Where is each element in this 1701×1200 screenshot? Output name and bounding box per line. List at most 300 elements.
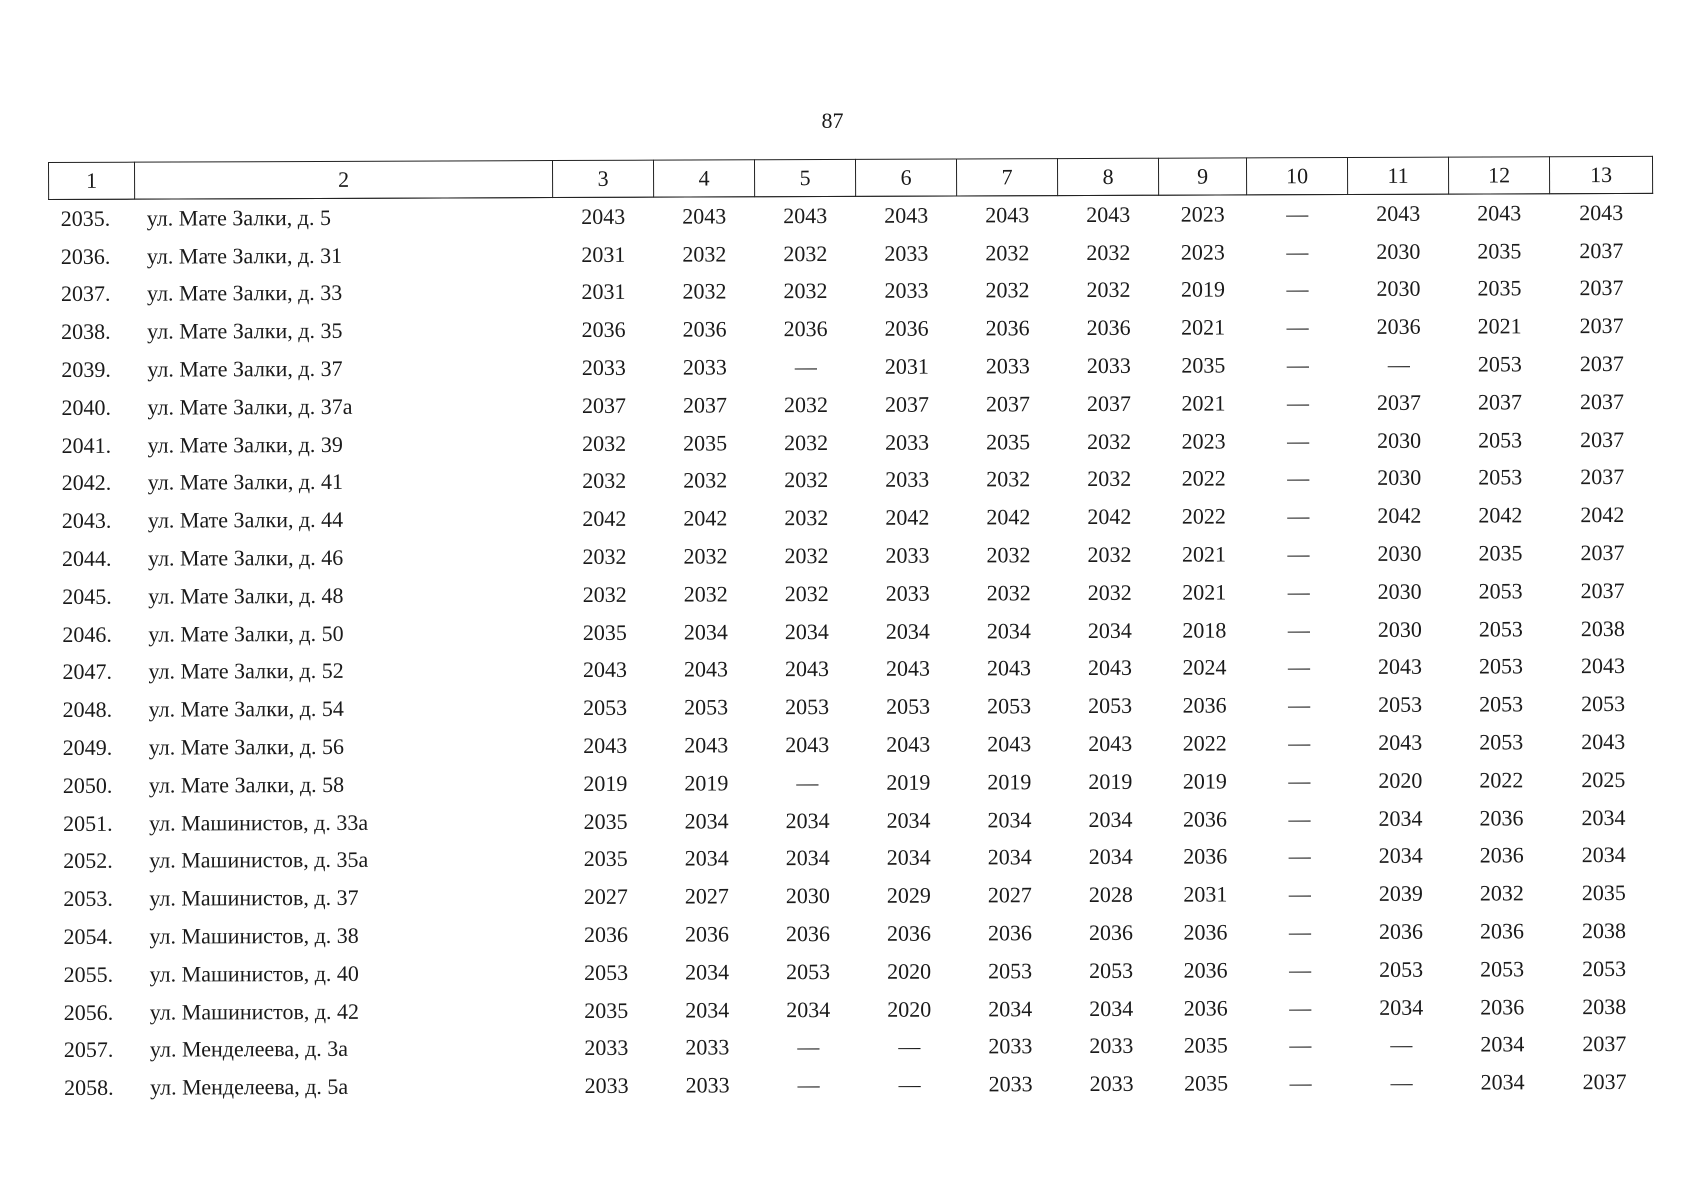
year-cell-col-10: — [1286,201,1309,227]
year-cell-col-8: 2036 [1088,919,1134,946]
year-cell-col-6: 2034 [885,618,930,644]
year-cell-col-9: 2018 [1182,617,1227,643]
row-number: 2053. [63,885,113,912]
year-cell-col-11: 2030 [1377,540,1422,566]
year-cell-col-6: 2020 [887,958,932,984]
year-cell-col-7: 2036 [987,920,1033,946]
row-number: 2043. [61,508,112,534]
year-cell-col-8: 2032 [1086,277,1131,303]
year-cell-col-3: 2035 [582,619,627,645]
table-row [49,193,1653,237]
row-number: 2054. [63,923,114,949]
year-cell-col-6: — [898,1034,921,1060]
year-cell-col-7: 2032 [985,277,1030,303]
year-cell-col-12: 2053 [1477,351,1522,377]
year-cell-col-9: 2036 [1182,806,1228,832]
year-cell-col-6: 2043 [884,202,929,228]
year-cell-col-6: 2033 [885,580,930,606]
year-cell-col-11: 2036 [1376,314,1421,340]
row-number: 2040. [61,394,111,420]
year-cell-col-6: 2029 [886,882,931,909]
year-cell-col-11: — [1390,1069,1413,1096]
address-cell: ул. Мате Залки, д. 41 [147,469,344,496]
year-cell-col-7: 2036 [985,315,1030,341]
year-cell-col-3: 2033 [581,354,626,381]
year-cell-col-5: 2034 [785,807,830,833]
year-cell-col-7: 2034 [987,844,1032,870]
year-cell-col-11: 2043 [1377,654,1422,680]
table-row [49,232,1653,276]
year-cell-col-12: 2035 [1478,540,1523,566]
year-cell-col-5: 2036 [783,316,828,342]
year-cell-col-4: 2036 [682,316,727,342]
year-cell-col-13: 2037 [1579,351,1624,377]
year-cell-col-9: 2021 [1182,579,1227,605]
address-cell: ул. Мате Залки, д. 46 [147,544,344,571]
year-cell-col-4: 2053 [684,694,729,720]
address-cell: ул. Машинистов, д. 40 [149,960,359,987]
table-row [52,988,1656,1032]
year-cell-col-4: 2034 [685,997,730,1023]
year-cell-col-4: 2043 [682,203,727,229]
table-row [51,723,1655,767]
year-cell-col-12: 2035 [1477,238,1522,264]
year-cell-col-11: 2030 [1377,616,1422,642]
year-cell-col-13: 2037 [1582,1031,1627,1057]
row-number: 2058. [64,1074,114,1101]
address-cell: ул. Мате Залки, д. 48 [148,582,344,609]
column-header-9: 9 [1158,158,1246,195]
year-cell-col-4: 2034 [684,808,729,834]
year-cell-col-9: 2031 [1183,881,1228,907]
year-cell-col-6: 2043 [886,731,931,757]
year-cell-col-12: 2034 [1480,1069,1525,1095]
row-number: 2036. [60,243,111,269]
year-cell-col-3: 2033 [584,1035,629,1061]
table-row [50,572,1654,616]
year-cell-col-4: 2033 [682,354,727,380]
year-cell-col-9: 2036 [1183,919,1228,945]
year-cell-col-3: 2036 [581,317,626,343]
address-cell: ул. Машинистов, д. 38 [149,922,359,949]
year-cell-col-5: 2032 [784,543,829,569]
year-cell-col-11: 2039 [1378,880,1423,907]
year-cell-col-11: 2020 [1378,767,1423,793]
year-cell-col-6: 2033 [884,278,929,304]
year-cell-col-12: 2053 [1478,615,1523,642]
year-cell-col-12: 2053 [1478,578,1523,604]
year-cell-col-13: 2053 [1582,955,1627,981]
year-cell-col-11: 2042 [1377,502,1422,529]
year-cell-col-11: — [1390,1032,1413,1058]
year-cell-col-10: — [1286,276,1309,302]
column-header-2: 2 [135,161,553,200]
year-cell-col-12: 2053 [1479,691,1524,717]
year-cell-col-12: 2022 [1479,767,1524,793]
year-cell-col-7: 2033 [988,1033,1033,1059]
year-cell-col-13: 2053 [1581,691,1626,717]
table-row [50,458,1654,502]
year-cell-col-4: 2033 [685,1034,730,1060]
year-cell-col-3: 2035 [583,846,628,872]
year-cell-col-10: — [1288,730,1311,756]
year-cell-col-13: 2034 [1581,804,1626,830]
year-cell-col-13: 2037 [1579,237,1624,263]
year-cell-col-7: 2053 [988,958,1033,984]
year-cell-col-11: 2053 [1379,956,1424,982]
year-cell-col-8: 2019 [1088,768,1133,794]
address-cell: ул. Машинистов, д. 33а [148,809,369,836]
year-cell-col-13: 2037 [1580,464,1625,490]
year-cell-col-4: 2034 [683,619,728,645]
page-number: 87 [821,108,844,133]
year-cell-col-11: 2053 [1378,691,1423,718]
row-number: 2055. [63,961,114,987]
row-number: 2045. [62,583,112,609]
year-cell-col-10: — [1286,390,1309,416]
address-cell: ул. Мате Залки, д. 44 [147,507,344,533]
year-cell-col-11: 2034 [1379,994,1424,1020]
year-cell-col-8: 2037 [1086,390,1131,416]
address-cell: ул. Мате Залки, д. 52 [148,658,344,685]
year-cell-col-3: 2042 [582,506,627,532]
year-cell-col-8: 2034 [1087,617,1132,643]
address-cell: ул. Машинистов, д. 42 [149,998,360,1025]
table-body [49,193,1656,1107]
year-cell-col-4: 2037 [682,392,727,418]
year-cell-col-9: 2021 [1181,541,1227,567]
year-cell-col-10: — [1289,1032,1312,1058]
year-cell-col-6: 2043 [885,656,930,682]
table-row [49,269,1653,313]
year-cell-col-12: 2036 [1480,993,1525,1020]
year-cell-col-10: — [1288,768,1311,794]
year-cell-col-7: 2033 [988,1071,1033,1097]
year-cell-col-5: 2034 [786,996,831,1022]
year-cell-col-10: — [1287,654,1310,680]
address-cell: ул. Менделеева, д. 3а [149,1036,349,1063]
year-cell-col-13: 2038 [1582,993,1627,1019]
address-cell: ул. Мате Залки, д. 33 [146,280,343,307]
year-cell-col-7: 2033 [985,353,1030,379]
column-header-11: 11 [1347,157,1448,194]
year-cell-col-6: 2033 [885,467,930,493]
year-cell-col-4: 2034 [684,845,729,871]
year-cell-col-6: 2033 [884,240,929,266]
year-cell-col-9: 2035 [1181,352,1226,378]
year-cell-col-7: 2037 [985,391,1030,417]
year-cell-col-12: 2037 [1477,389,1522,415]
year-cell-col-8: 2032 [1087,541,1132,568]
row-number: 2046. [62,621,112,647]
year-cell-col-7: 2053 [987,693,1032,719]
year-cell-col-3: 2043 [581,203,626,229]
year-cell-col-10: — [1287,427,1310,453]
year-cell-col-10: — [1286,238,1309,264]
year-cell-col-3: 2036 [583,921,629,947]
year-cell-col-12: 2043 [1477,200,1522,226]
column-header-12: 12 [1448,157,1549,194]
table-row [51,799,1655,843]
year-cell-col-5: 2043 [785,732,830,758]
year-cell-col-7: 2032 [985,239,1030,266]
year-cell-col-4: 2027 [684,883,729,909]
year-cell-col-9: 2035 [1183,1070,1229,1096]
year-cell-col-13: 2043 [1579,199,1624,226]
year-cell-col-10: — [1288,692,1311,718]
year-cell-col-6: 2031 [884,353,929,379]
table-row [49,307,1653,351]
row-number: 2042. [61,470,112,496]
year-cell-col-13: 2038 [1580,615,1625,641]
year-cell-col-13: 2035 [1581,880,1626,906]
year-cell-col-4: 2032 [683,543,728,569]
year-cell-col-3: 2032 [582,581,627,607]
year-cell-col-13: 2038 [1581,917,1627,944]
row-number: 2051. [62,810,113,836]
year-cell-col-10: — [1289,994,1312,1020]
year-cell-col-4: 2043 [684,732,729,758]
year-cell-col-12: 2053 [1478,427,1523,453]
year-cell-col-9: 2036 [1183,957,1228,983]
year-cell-col-8: 2033 [1089,1071,1134,1097]
year-cell-col-6: 2034 [886,807,931,833]
year-cell-col-9: 2019 [1180,276,1226,303]
year-cell-col-10: — [1288,919,1312,945]
year-cell-col-3: 2032 [582,468,627,494]
year-cell-col-8: 2034 [1088,844,1133,870]
year-cell-col-12: 2036 [1479,842,1524,868]
year-cell-col-12: 2034 [1480,1031,1525,1057]
table-row [52,1025,1656,1069]
year-cell-col-12: 2035 [1477,275,1522,301]
year-cell-col-5: 2032 [783,240,828,266]
year-cell-col-7: 2034 [987,806,1032,833]
year-cell-col-7: 2043 [987,731,1032,757]
column-header-4: 4 [653,160,754,197]
year-cell-col-5: 2053 [785,694,830,720]
year-cell-col-7: 2027 [987,882,1032,908]
year-cell-col-7: 2035 [986,428,1031,455]
year-cell-col-13: 2037 [1579,313,1624,339]
year-cell-col-3: 2043 [583,732,628,758]
year-cell-col-8: 2043 [1087,655,1132,681]
row-number: 2057. [63,1037,114,1063]
column-header-13: 13 [1549,156,1652,193]
year-cell-col-5: 2032 [784,580,829,607]
year-cell-col-11: 2030 [1377,465,1422,491]
year-cell-col-9: 2022 [1181,465,1226,492]
year-cell-col-7: 2032 [986,466,1031,492]
year-cell-col-4: 2042 [683,505,728,531]
year-cell-col-5: 2032 [784,429,829,455]
year-cell-col-7: 2032 [986,580,1031,606]
year-cell-col-5: 2032 [783,391,828,418]
row-number: 2049. [62,734,113,760]
year-cell-col-3: 2037 [581,392,626,418]
year-cell-col-10: — [1286,314,1309,340]
year-cell-col-12: 2021 [1477,313,1522,339]
year-cell-col-5: — [797,1072,820,1098]
table-row [49,383,1653,427]
year-cell-col-7: 2042 [986,504,1031,530]
year-cell-col-9: 2022 [1181,503,1226,529]
year-cell-col-3: 2031 [581,241,626,267]
year-cell-col-13: 2037 [1580,426,1625,452]
year-cell-col-5: — [794,354,817,380]
row-number: 2052. [63,848,113,874]
year-cell-col-12: 2036 [1479,804,1524,831]
year-cell-col-13: 2037 [1579,388,1624,414]
year-cell-col-13: 2037 [1580,540,1625,566]
address-cell: ул. Машинистов, д. 37 [149,885,359,911]
year-cell-col-5: 2034 [785,845,830,871]
year-cell-col-6: 2033 [885,429,930,455]
column-header-3: 3 [552,160,653,197]
row-number: 2041. [61,432,112,458]
year-cell-col-13: 2025 [1581,766,1626,792]
table-row [50,496,1654,540]
table-row [50,534,1654,578]
table-row [50,421,1654,465]
address-cell: ул. Мате Залки, д. 50 [148,620,344,647]
year-cell-col-4: 2043 [683,656,729,683]
year-cell-col-4: 2032 [682,241,727,267]
year-cell-col-10: — [1287,465,1310,491]
year-cell-col-8: 2032 [1087,579,1132,605]
table-header [49,156,1653,199]
table-row [50,647,1654,691]
year-cell-col-7: 2034 [986,617,1031,644]
year-cell-col-13: 2037 [1580,577,1625,603]
year-cell-col-5: 2043 [784,656,830,682]
row-number: 2039. [61,356,111,383]
year-cell-col-3: 2019 [583,770,628,796]
year-cell-col-11: 2037 [1376,389,1421,415]
data-table-container [48,156,1656,1107]
address-cell: ул. Мате Залки, д. 5 [146,204,332,231]
column-header-7: 7 [956,159,1057,196]
row-number: 2047. [62,659,113,685]
year-cell-col-11: 2036 [1378,918,1424,944]
table-row [51,912,1655,956]
year-cell-col-7: 2043 [985,202,1030,228]
year-cell-col-10: — [1287,616,1310,642]
year-cell-col-3: 2032 [582,430,627,456]
year-cell-col-11: 2030 [1377,427,1422,453]
row-number: 2048. [62,697,113,723]
year-cell-col-11: 2030 [1377,578,1422,604]
year-cell-col-9: 2035 [1183,1032,1228,1059]
address-cell: ул. Мате Залки, д. 56 [148,733,345,760]
year-cell-col-13: 2037 [1579,275,1624,301]
year-cell-col-11: 2034 [1378,843,1423,869]
year-cell-col-12: 2053 [1479,729,1524,755]
year-cell-col-10: — [1286,352,1309,378]
year-cell-col-10: — [1289,1070,1312,1096]
year-cell-col-9: 2021 [1181,390,1226,416]
year-cell-col-6: 2036 [886,920,932,946]
address-cell: ул. Мате Залки, д. 37а [147,393,353,420]
column-header-8: 8 [1057,158,1158,195]
year-cell-col-13: 2037 [1582,1069,1627,1095]
year-cell-col-6: 2033 [885,542,930,568]
year-cell-col-5: 2036 [785,921,831,947]
year-cell-col-8: 2034 [1089,995,1134,1021]
column-header-10: 10 [1246,158,1347,195]
year-cell-col-12: 2042 [1478,502,1523,528]
year-cell-col-11: 2030 [1376,238,1421,264]
year-cell-col-10: — [1287,541,1310,567]
year-cell-col-4: 2032 [683,467,728,494]
table-row [52,950,1656,994]
year-cell-col-12: 2053 [1480,956,1525,982]
year-cell-col-3: 2033 [584,1072,629,1099]
year-cell-col-9: 2023 [1181,428,1226,454]
year-cell-col-12: 2036 [1479,918,1525,944]
year-cell-col-12: 2053 [1478,464,1523,490]
column-header-6: 6 [855,159,956,196]
row-number: 2056. [63,999,114,1025]
year-cell-col-9: 2023 [1180,201,1225,227]
year-cell-col-4: 2035 [683,430,728,456]
year-cell-col-9: 2036 [1182,692,1227,718]
row-number: 2038. [61,319,111,345]
year-cell-col-9: 2036 [1183,843,1228,870]
year-cell-col-8: 2034 [1088,806,1133,832]
year-cell-col-5: 2053 [786,958,831,984]
year-cell-col-9: 2024 [1182,654,1227,681]
year-cell-col-8: 2033 [1089,1033,1134,1059]
address-cell: ул. Менделеева, д. 5а [150,1074,349,1100]
year-cell-col-5: — [796,769,819,795]
year-cell-col-6: 2020 [887,996,932,1022]
year-cell-col-3: 2027 [583,884,628,910]
year-cell-col-3: 2035 [584,997,629,1023]
year-cell-col-10: — [1288,843,1311,869]
year-cell-col-4: 2032 [682,278,727,305]
year-cell-col-6: 2036 [884,315,929,342]
year-cell-col-8: 2032 [1086,239,1131,265]
year-cell-col-13: 2042 [1580,502,1625,528]
year-cell-col-5: 2030 [785,883,830,909]
year-cell-col-8: 2053 [1089,957,1134,983]
address-cell: ул. Мате Залки, д. 58 [148,771,345,798]
address-cell: ул. Машинистов, д. 35а [149,847,369,874]
row-number: 2037. [60,281,111,307]
year-cell-col-9: 2022 [1182,730,1227,756]
year-cell-col-8: 2028 [1088,882,1133,908]
column-header-5: 5 [754,159,855,196]
year-cell-col-3: 2032 [582,543,627,570]
year-cell-col-5: 2032 [784,505,829,531]
table-row [52,1063,1656,1107]
header-row [49,156,1653,199]
address-cell: ул. Мате Залки, д. 31 [146,242,343,269]
row-number: 2035. [60,205,111,231]
year-cell-col-6: 2037 [884,391,929,417]
year-cell-col-11: 2034 [1378,805,1423,831]
year-cell-col-11: 2043 [1378,729,1423,755]
year-cell-col-4: 2034 [685,959,730,985]
year-cell-col-9: 2036 [1183,995,1228,1021]
year-cell-col-12: 2053 [1478,653,1523,679]
year-cell-col-3: 2031 [581,279,626,305]
year-cell-col-8: 2043 [1088,730,1133,757]
table-row [51,761,1655,805]
year-cell-col-4: 2036 [684,921,730,947]
year-cell-col-7: 2043 [986,655,1031,681]
